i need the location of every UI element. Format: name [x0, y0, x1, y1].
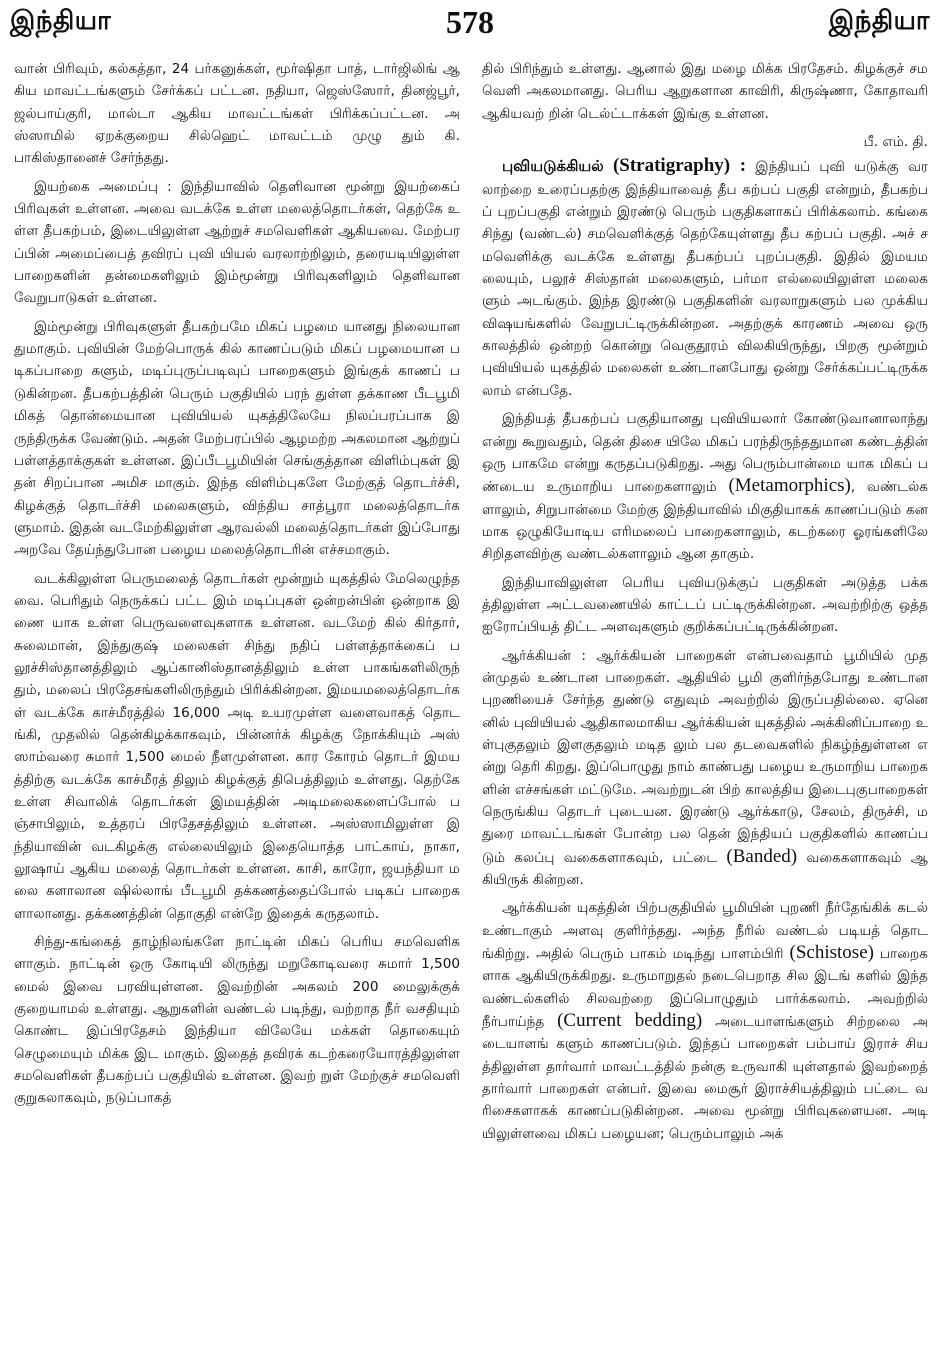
- paragraph-text: வகைகளாகவும் ஆகியிருக் கின்றன.: [482, 849, 928, 889]
- english-term: (Schistose): [789, 942, 874, 964]
- section-heading-english: (Stratigraphy) :: [612, 155, 747, 177]
- paragraph-text: ஆர்க்கியன் யுகத்தின் பிற்பகுதியில் பூமியின் புறணி நீர்தேங்கிக் கடல் உண்டாகும் அளவு குளிர்ந்தது. அந்த நீரில் வண்டல் படியத் தொடங்கிற்று. அதில் பெரும் பாகம் மடிந்து பாளம்பிரி: [482, 900, 928, 963]
- left-column: [14, 58, 460, 1356]
- paragraph-text: இந்தியத் தீபகற்பப் பகுதியானது புவியியலார் கோண்டுவானாலாந்து என்று கூறுவதும், தென் திசை யிலே மிகப் பரந்திருந்ததுமான கண்டத்தின் ஒரு பாகமே என்று கருதப்படுகிறது. அது பெரும்பான்மை யாக மிகப் பண்டைய உருமாறிய பாறைகளாலும்: [482, 411, 928, 496]
- page-header: [10, 4, 930, 44]
- running-head-left: இந்தியா: [10, 6, 112, 36]
- english-term: (Metamorphics): [728, 475, 851, 497]
- paragraph: சிந்து-கங்கைத் தாழ்நிலங்களே நாட்டின் மிகப் பெரிய சமவெளிகளாகும். நாட்டின் ஒரு கோடியி லிருந்து மறுகோடிவரை சுமார் 1,500 மைல் இவை பரவியுள்ளன. இவற்றின் அகலம் 200 மைலுக்குக் குறையாமல் உள்ளது. ஆறுகளின் வண்டல் படிந்து, வற்றாத நீர் வசதியும் கொண்ட இப்பிரதேசம் இந்தியா விலேயே மக்கள் தொகையும் செழுமையும் மிக்க இட மாகும். இதைத் தவிரக் கடற்கரையோரத்திலுள்ள சமவெளிகள் தீபகற்பப் பகுதியில் உள்ளன. இவற் றுள் மேற்குச் சமவெளி குறுகலாகவும், நடுப்பாகத்: [14, 934, 460, 1107]
- dharwar-paragraph: [482, 897, 928, 1145]
- paragraph-text: ஆர்க்கியன் : ஆர்க்கியன் பாறைகள் என்பவைதாம் பூமியில் முதன்முதல் உண்டான பாறைகள். ஆதியில் பூமி குளிர்ந்தபோது உண்டான புறணியைச் சேர்ந்த துண்டு எதுவும் அவற்றில் இருப்பதில்லை. ஏனெ னில் புவியியல் ஆதிகாலமாகிய ஆர்க்கியன் யுகத்தில் அக்கினிப்பாறை உள்புகுதலும் இளகுதலும் மடித லும் பல தடவைகளில் நிகழ்ந்துள்ளன என்று தெரி கிறது. இப்பொழுது நாம் காண்பது பழைய உருமாறிய பாறைகளின் எச்சங்கள் மட்டுமே. அவற்றுடன் பிற் காலத்திய இடைபுகுபாறைகள் நெருங்கிய தொடர் புடையன. இரண்டு ஆர்க்காடு, சேலம், திருச்சி, மதுரை மாவட்டங்கள் போன்ற பல தென் இந்தியப் பகுதிகளில் காணப்படும் கலப்பு வகைகளாகவும், பட்டை: [482, 647, 928, 866]
- paragraph: வான் பிரிவும், கல்கத்தா, 24 பர்கனுக்கள், மூர்ஷிதா பாத், டார்ஜிலிங் ஆகிய மாவட்டங்களும் சேர்க்கப் பட்டன. நதியா, ஜெஸ்ஸோர், தினஜ்பூர், ஜல்பாய்குரி, மால்டா ஆகிய மாவட்டங்கள் பிரிக்கப்பட்டன. அஸ்ஸாமில் ஏறக்குறைய சில்ஹெட் மாவட்டம் முழு தும் கி. பாகிஸ்தானைச் சேர்ந்தது.: [14, 61, 460, 167]
- author-signature: பீ. எம். தி.: [863, 134, 928, 151]
- paragraph: இயற்கை அமைப்பு : இந்தியாவில் தெளிவான மூன்று இயற்கைப் பிரிவுகள் உள்ளன. அவை வடக்கே உள்ள மலைத்தொடர்கள், தெற்கே உள்ள தீபகற்பம், இடையிலுள்ள ஆற்றுச் சமவெளிகள் ஆகியவை. மேற்பரப்பின் அமைப்பைத் தவிரப் புவி யியல் வரலாற்றிலும், தரையடியிலுள்ள பாறைகளின் தன்மைகளிலும் இம்மூன்று பிரிவுகளிலும் தெளிவான வேறுபாடுகள் உள்ளன.: [14, 178, 460, 307]
- english-term: (Banded): [726, 845, 798, 867]
- stratigraphy-paragraph: [482, 155, 928, 402]
- peninsula-paragraph: [482, 408, 928, 565]
- paragraph: வடக்கிலுள்ள பெருமலைத் தொடர்கள் மூன்றும் யுகத்தில் மேலெழுந்தவை. பெரிதும் நெருக்கப் பட்ட இம் மடிப்புகள் ஒன்றன்பின் ஒன்றாக இணை யாக உள்ள பெருவளைவுகளாக உள்ளன. வடமேற் கில் கிர்தார், சுலைமான், இந்துகுஷ் மலைகள் சிந்து நதிப் பள்ளத்தாக்கைப் பலூச்சிஸ்தானத்திலும் ஆப்கானிஸ்தானத்திலும் உள்ள பாகங்களிலிருந் தும், மலைப் பிரதேசங்களிலிருந்தும் பிரிக்கின்றன. இமயமலைத்தொடர்கள் வடக்கே காச்மீரத்தில் 16,000 அடி உயரமுள்ள வளைவாகத் தொடங்கி, முதலில் தென்கிழக்காகவும், பின்னர்க் கிழக்கு நோக்கியும் அஸ் ஸாம்வரை சுமார் 1,500 மைல் நீளமுள்ளன. கார கோரம் தொடர் இமயத்திற்கு வடக்கே காச்மீரத் திலும் கிழக்குத் திபெத்திலும் உள்ளது. தெற்கே உள்ள சிவாலிக் தொடர்கள் இமயத்தின் அடிமலைகளைப்போல் பஞ்சாபிலும், உத்தரப் பிரதேசத்திலும் உள்ளன. அஸ்ஸாமிலுள்ள இந்தியாவின் வடகிழக்கு எல்லையிலும் இதையொத்த பாட்காய், நாகா, லூஷாய் ஆகிய மலைத் தொடர்கள் உள்ளன. காசி, காரோ, ஜயந்தியா மலை களாலான ஷில்லாங் பீடபூமி தக்கணத்தைப்போல் படிகப் பாறைகளாலானது. தக்கணத்தின் தொகுதி என்றே இதைக் கருதலாம்.: [14, 570, 460, 922]
- paragraph-text: , வண்டல்களாலும், சிறுபான்மை மேற்கு இந்தியாவில் மிகுதியாகக் காணப்படும் கனமாக ஒழுகியோடிய எரிமலைப் பாறைகளாலும், கடற்கரை ஓரங்களிலே சிறிதளவிற்கு வண்டல்களாலும் ஆன தாகும்.: [482, 479, 928, 563]
- page-number: 578: [446, 4, 494, 40]
- paragraph-text: இந்தியப் புவி யடுக்கு வரலாற்றை உரைப்பதற்கு இந்தியாவைத் தீப கற்பப் பகுதி என்றும், தீபகற்பப் புறப்பகுதி என்றும் இரண்டு பெரும் பகுதிகளாகப் பிரிக்கலாம். கங்கை சிந்து (வண்டல்) சமவெளிக்குத் தெற்கேயுள்ளது தீப கற்பப் பகுதி. அச் சமவெளிக்கு வடக்கே உள்ளது தீபகற்பப் புறப்பகுதி. இதில் இமயமலையும், பலூச் சிஸ்தான் மலைகளும், பர்மா எல்லையிலுள்ள மலைகளும் அடங்கும். இந்த இரண்டு பகுதிகளின் வரலாறுகளும் பல முக்கிய விஷயங்களில் வேறுபட்டிருக்கின்றன. அதற்குக் காரணம் அவை ஒரு காலத்தில் ஒன்றற் கொன்று வெகுதூரம் விலகியிருந்து, பிறகு மூன்றும் புவியியல் யுகத்தில் மலைகள் உண்டானபோது ஒன்று சேர்க்கப்பட்டிருக்கலாம் என்பதே.: [482, 159, 928, 399]
- paragraph-text: பாறைகளாக ஆகியிருக்கிறது. உருமாறுதல் நடைபெறாத சில இடங் களில் இந்த வண்டல்களில் சிலவற்றை இப்பொழுதும் பார்க்கலாம். அவற்றில் நீர்பாய்ந்த: [482, 946, 928, 1031]
- archaean-paragraph: [482, 645, 928, 892]
- english-term: (Current bedding): [557, 1010, 703, 1032]
- paragraph-text: அடையாளங்களும் சிற்றலை அடையாளங் களும் காணப்படும். இந்தப் பாறைகள் பம்பாய் இராச் சியத்திலுள்ள தார்வார் மாவட்டத்தில் நன்கு உருவாகி யுள்ளதால் இவற்றைத் தார்வார் பாறைகள் என்பர். இவை மைசூர் இராச்சியத்திலும் பட்டை வரிசைகளாகக் காணப்படுகின்றன. அவை மூன்று பிரிவுகளையன. அடி யிலுள்ளவை மிகப் பழையன; பெரும்பாலும் அக்: [482, 1014, 928, 1142]
- section-heading: புவியடுக்கியல்: [502, 157, 604, 176]
- paragraph: இம்மூன்று பிரிவுகளுள் தீபகற்பமே மிகப் பழமை யானது நிலையானதுமாகும். புவியின் மேற்பொருக் கில் காணப்படும் மிகப் பழமையான படிகப்பாறை களும், மடிப்புருப்படிவுப் பாறைகளும் இங்குக் காணப் படுகின்றன. தீபகற்பத்தின் பெரும் பகுதியில் பரந் துள்ள தக்காண பீடபூமி மிகத் தொன்மையான புவியியல் யுகத்திலேயே நிலப்பரப்பாக இருந்திருக்க வேண்டும். அதன் மேற்பரப்பில் ஆழமற்ற அகலமான ஆற்றுப் பள்ளத்தாக்குகள் உள்ளன. இப்பீடபூமியின் செங்குத்தான விளிம்புகள் இதன் சிறப்பான அமிச மாகும். இந்த விளிம்புகளே மேற்குத் தொடர்ச்சி, கிழக்குத் தொடர்ச்சி மலைகளும், விந்திய சாத்பூரா மலைத்தொடர்களுமாம். இதன் வடமேற்கிலுள்ள ஆரவல்லி மலைத்தொடர்கள் இப்போது அறவே தேய்ந்துபோன பழைய மலைத்தொடரின் எச்சமாகும்.: [14, 318, 460, 559]
- running-head-right: இந்தியா: [828, 6, 930, 36]
- paragraph: இந்தியாவிலுள்ள பெரிய புவியடுக்குப் பகுதிகள் அடுத்த பக்கத்திலுள்ள அட்டவணையில் காட்டப் பட்டிருக்கின்றன. அவற்றிற்கு ஒத்த ஐரோப்பியத் திட்ட அளவுகளும் குறிக்கப்பட்டிருக்கின்றன.: [482, 574, 928, 636]
- right-column: [482, 58, 928, 1356]
- paragraph: தில் பிரிந்தும் உள்ளது. ஆனால் இது மழை மிக்க பிரதேசம். கிழக்குச் சமவெளி அகலமானது. பெரிய ஆறுகளான காவிரி, கிருஷ்ணா, கோதாவரி ஆகியவற் றின் டெல்ட்டாக்கள் இங்கு உள்ளன.: [482, 61, 928, 122]
